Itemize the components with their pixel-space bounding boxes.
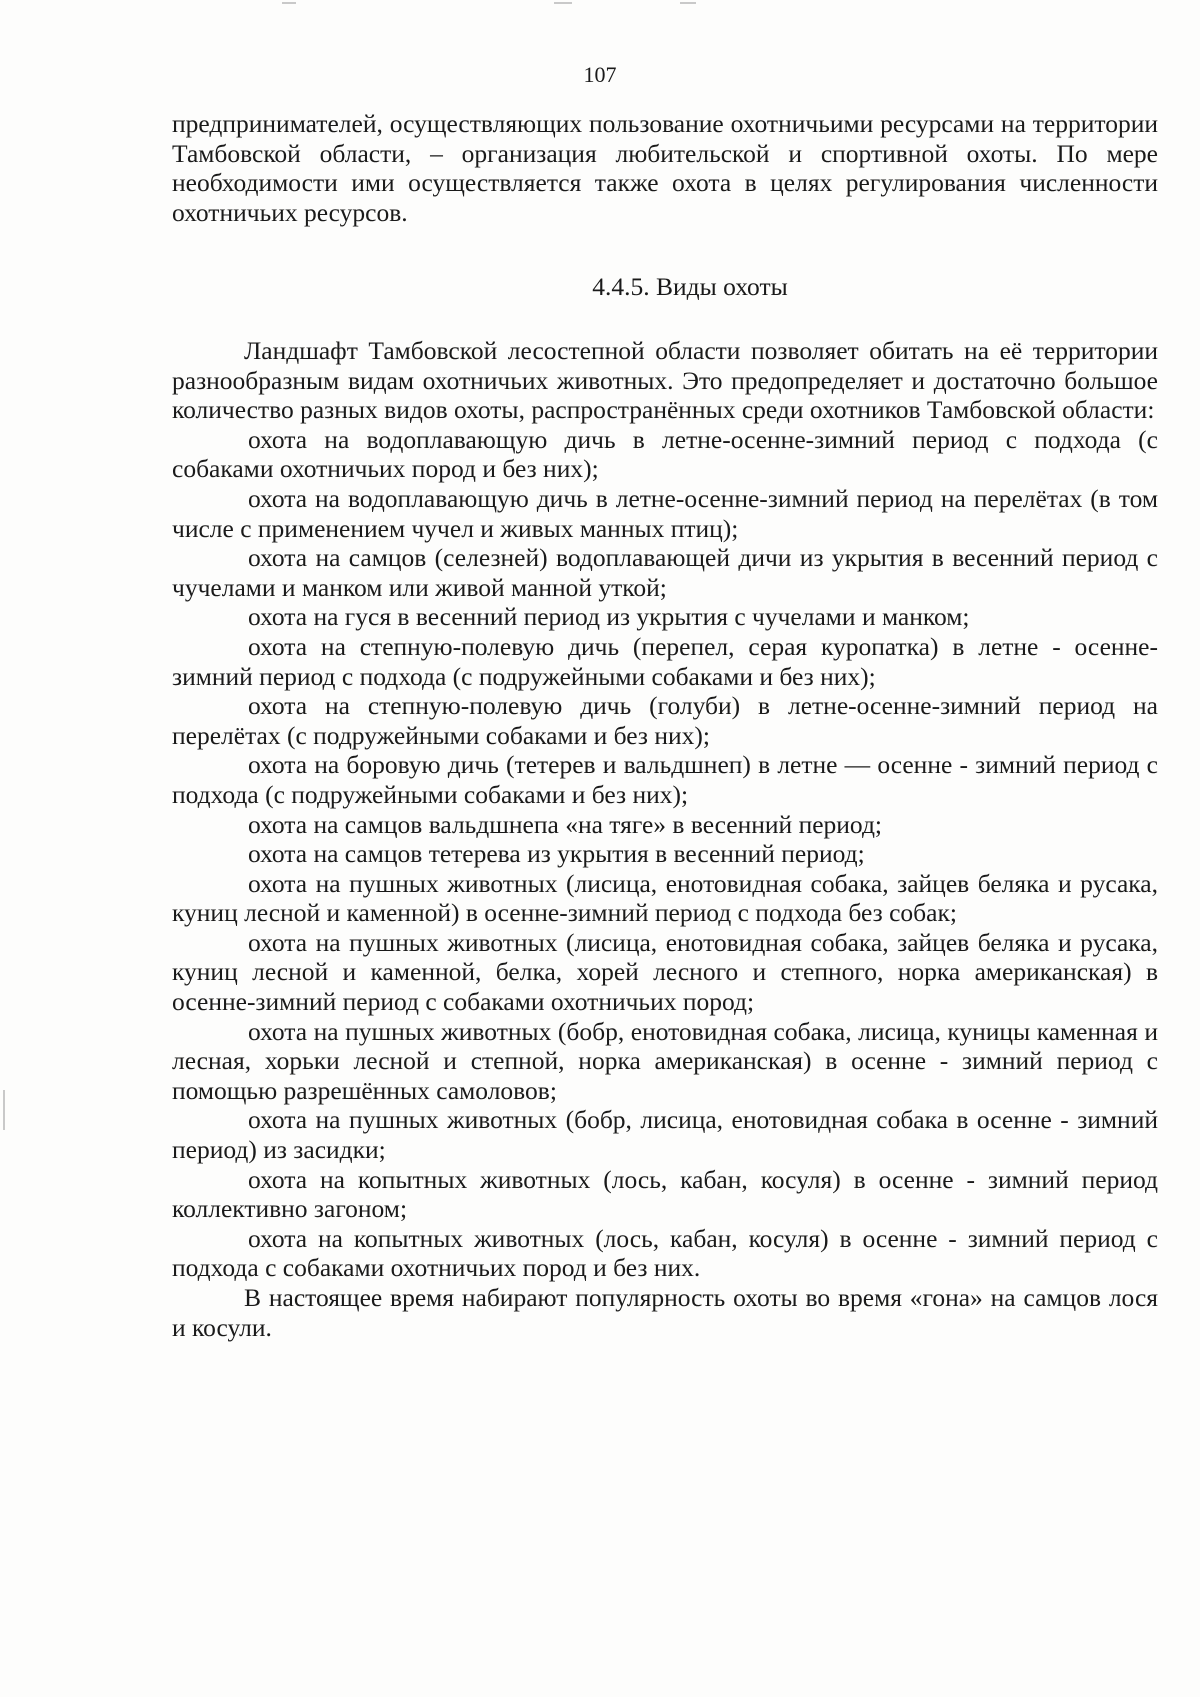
closing-paragraph: В настоящее время набирают популярность охоты во время «гона» на самцов лося и косули. xyxy=(172,1283,1158,1342)
intro-paragraph: предпринимателей, осуществляющих пользование охотничьими ресурсами на территории Тамбовской области, – организация любительской и спортивной охоты. По мере необходимости ими осуществляется также охота в целях регулирования численности охотничьих ресурсов. xyxy=(172,109,1158,227)
hunting-type-item: охота на пушных животных (лисица, енотовидная собака, зайцев беляка и русака, куниц лесной и каменной, белка, хорей лесного и степного, норка американская) в осенне-зимний период с собаками охотничьих пород; xyxy=(172,927,1158,1017)
hunting-type-item: охота на гуся в весенний период из укрытия с чучелами и манком; xyxy=(248,602,970,632)
hunting-type-item: охота на пушных животных (бобр, енотовидная собака, лисица, куницы каменная и лесная, хорьки лесной и степной, норка американская) в осенне - зимний период с помощью разрешённых самоловов; xyxy=(172,1016,1158,1105)
page-number: 107 xyxy=(583,62,617,87)
hunting-type-item: охота на пушных животных (лисица, енотовидная собака, зайцев беляка и русака, куниц лесной и каменной) в осенне-зимний период с подхода без собак; xyxy=(172,868,1158,928)
section-body xyxy=(172,336,1158,1342)
hunting-type-item: охота на самцов тетерева из укрытия в весенний период; xyxy=(248,839,865,869)
scan-artifact xyxy=(282,2,296,4)
hunting-type-item: охота на копытных животных (лось, кабан, косуля) в осенне - зимний период с подхода с собаками охотничьих пород и без них. xyxy=(172,1223,1158,1283)
hunting-type-item: охота на боровую дичь (тетерев и вальдшнеп) в летне — осенне - зимний период с подхода (с подружейными собаками и без них); xyxy=(172,750,1158,809)
hunting-type-item: охота на самцов вальдшнепа «на тяге» в весенний период; xyxy=(248,809,883,839)
hunting-type-item: охота на копытных животных (лось, кабан, косуля) в осенне - зимний период коллективно загоном; xyxy=(172,1164,1158,1224)
hunting-type-item: охота на водоплавающую дичь в летне-осенне-зимний период с подхода (с собаками охотничьих пород и без них); xyxy=(172,424,1158,484)
hunting-type-item: охота на пушных животных (бобр, лисица, енотовидная собака в осенне - зимний период) из засидки; xyxy=(172,1105,1158,1165)
hunting-type-item: охота на самцов (селезней) водоплавающей дичи из укрытия в весенний период с чучелами и манком или живой манной уткой; xyxy=(172,543,1158,602)
section-heading: 4.4.5. Виды охоты xyxy=(592,272,788,301)
hunting-type-item: охота на степную-полевую дичь (голуби) в летне-осенне-зимний период на перелётах (с подружейными собаками и без них); xyxy=(172,691,1158,750)
intro-block xyxy=(172,109,1158,227)
hunting-type-item: охота на степную-полевую дичь (перепел, серая куропатка) в летне - осенне-зимний период с подхода (с подружейными собаками и без них); xyxy=(172,631,1158,691)
hunting-type-item: охота на водоплавающую дичь в летне-осенне-зимний период на перелётах (в том числе с применением чучел и живых манных птиц); xyxy=(172,483,1158,543)
scan-artifact xyxy=(3,1090,5,1130)
scan-artifact xyxy=(554,2,572,4)
scan-artifact xyxy=(680,2,696,4)
lead-paragraph: Ландшафт Тамбовской лесостепной области позволяет обитать на её территории разнообразным видам охотничьих животных. Это предопределяет и достаточно большое количество разных видов охоты, распространённых среди охотников Тамбовской области: xyxy=(172,336,1158,425)
